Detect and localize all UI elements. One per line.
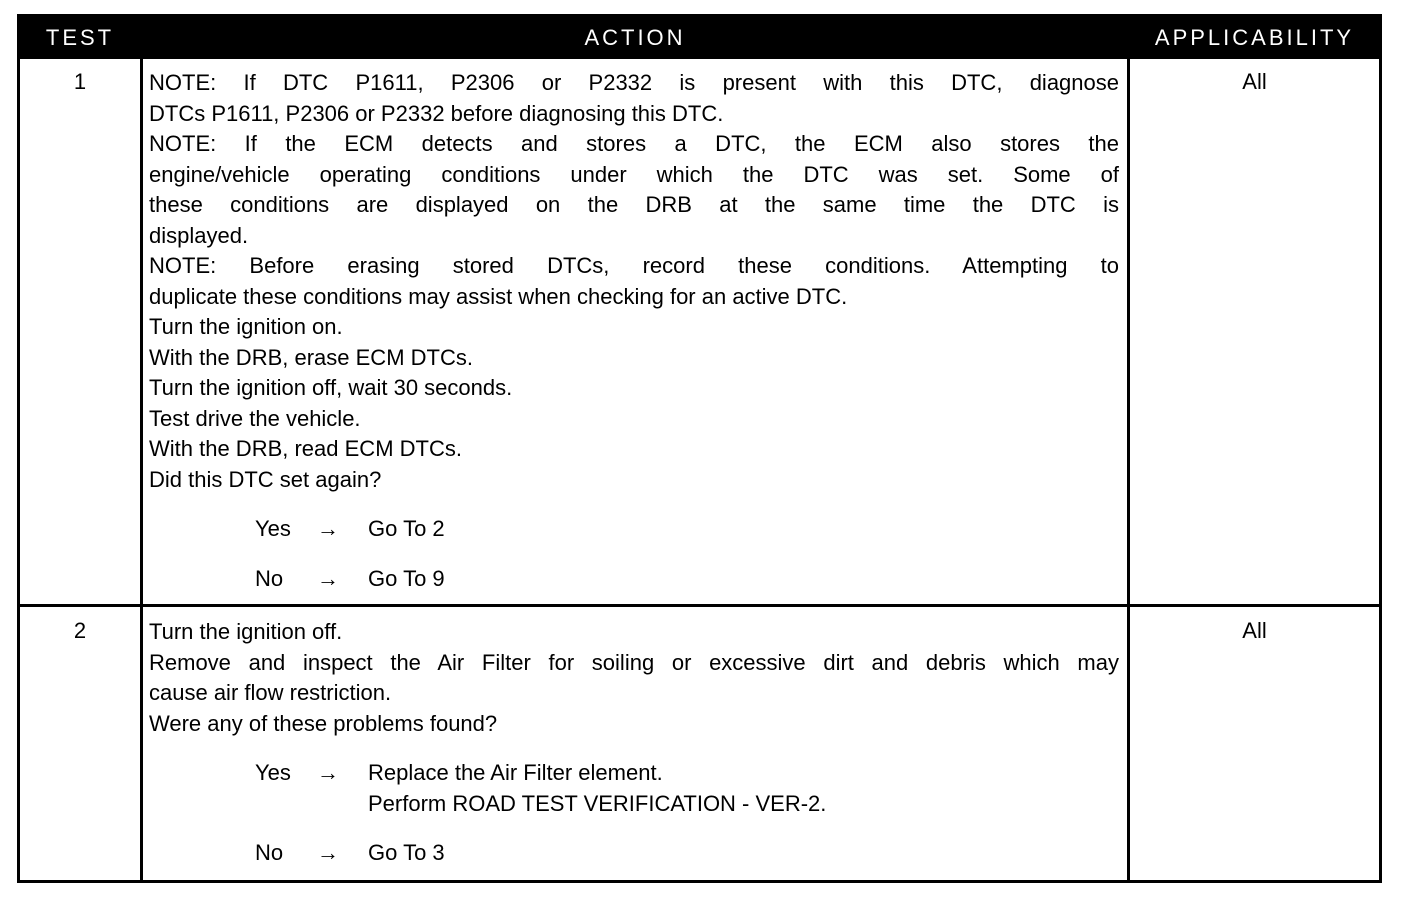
row-2-test-number: 2	[73, 618, 87, 643]
arrow-right-icon: →	[317, 516, 339, 541]
note-line: NOTE: If the ECM detects and stores a DTC, the ECM also stores the	[149, 131, 1119, 156]
note-3	[149, 251, 1119, 312]
answer-text: Go To 9	[368, 565, 445, 591]
arrow-right-icon: →	[317, 840, 339, 865]
note-1	[149, 68, 1119, 129]
answer-no	[149, 564, 1119, 595]
note-line: NOTE: If DTC P1611, P2306 or P2332 is present with this DTC, diagnose	[149, 70, 1119, 95]
inspect-paragraph	[149, 648, 1119, 709]
note-line: these conditions are displayed on the DRB at the same time the DTC is	[149, 192, 1119, 217]
answer-label: No	[255, 565, 284, 591]
answers	[149, 514, 1119, 594]
answer-no	[149, 838, 1119, 869]
header-test: TEST	[45, 25, 115, 50]
step: Turn the ignition off.	[149, 619, 343, 644]
diagnostic-table	[17, 14, 1382, 883]
step: Turn the ignition off, wait 30 seconds.	[149, 375, 513, 400]
note-line: duplicate these conditions may assist when checking for an active DTC.	[149, 283, 848, 309]
row-1-applicability: All	[1242, 69, 1267, 94]
answer-text: Go To 3	[368, 840, 445, 865]
arrow-right-icon: →	[317, 760, 339, 785]
answer-label: No	[255, 840, 284, 865]
row-1-action	[149, 68, 1119, 613]
question: Were any of these problems found?	[149, 710, 498, 736]
answer-yes	[149, 514, 1119, 545]
table-header	[20, 17, 1379, 59]
header-applicability: APPLICABILITY	[1154, 25, 1355, 50]
answer-text	[368, 758, 826, 819]
para-line: Remove and inspect the Air Filter for soiling or excessive dirt and debris which may	[149, 649, 1119, 675]
arrow-right-icon: →	[317, 565, 339, 591]
step: With the DRB, erase ECM DTCs.	[149, 344, 473, 370]
step: Turn the ignition on.	[149, 314, 343, 339]
answer-label: Yes	[255, 760, 291, 785]
answer-text: Go To 2	[368, 516, 445, 541]
note-2	[149, 129, 1119, 251]
row-1-test-number: 1	[73, 69, 87, 94]
note-line: displayed.	[149, 222, 249, 248]
step: With the DRB, read ECM DTCs.	[149, 436, 462, 461]
column-divider	[140, 59, 143, 880]
column-divider	[1127, 59, 1130, 880]
row-2-applicability: All	[1242, 618, 1267, 643]
answer-line: Replace the Air Filter element.	[368, 760, 663, 785]
answer-yes	[149, 758, 1119, 819]
answer-label: Yes	[255, 516, 291, 541]
answers	[149, 758, 1119, 869]
question: Did this DTC set again?	[149, 466, 382, 492]
header-action: ACTION	[584, 25, 686, 50]
row-2-action	[149, 617, 1119, 888]
step: Test drive the vehicle.	[149, 405, 361, 431]
note-line: engine/vehicle operating conditions under which the DTC was set. Some of	[149, 161, 1119, 187]
note-line: NOTE: Before erasing stored DTCs, record these conditions. Attempting to	[149, 253, 1119, 278]
para-line: cause air flow restriction.	[149, 680, 392, 705]
note-line: DTCs P1611, P2306 or P2332 before diagnosing this DTC.	[149, 100, 724, 126]
answer-line: Perform ROAD TEST VERIFICATION - VER-2.	[368, 790, 827, 816]
